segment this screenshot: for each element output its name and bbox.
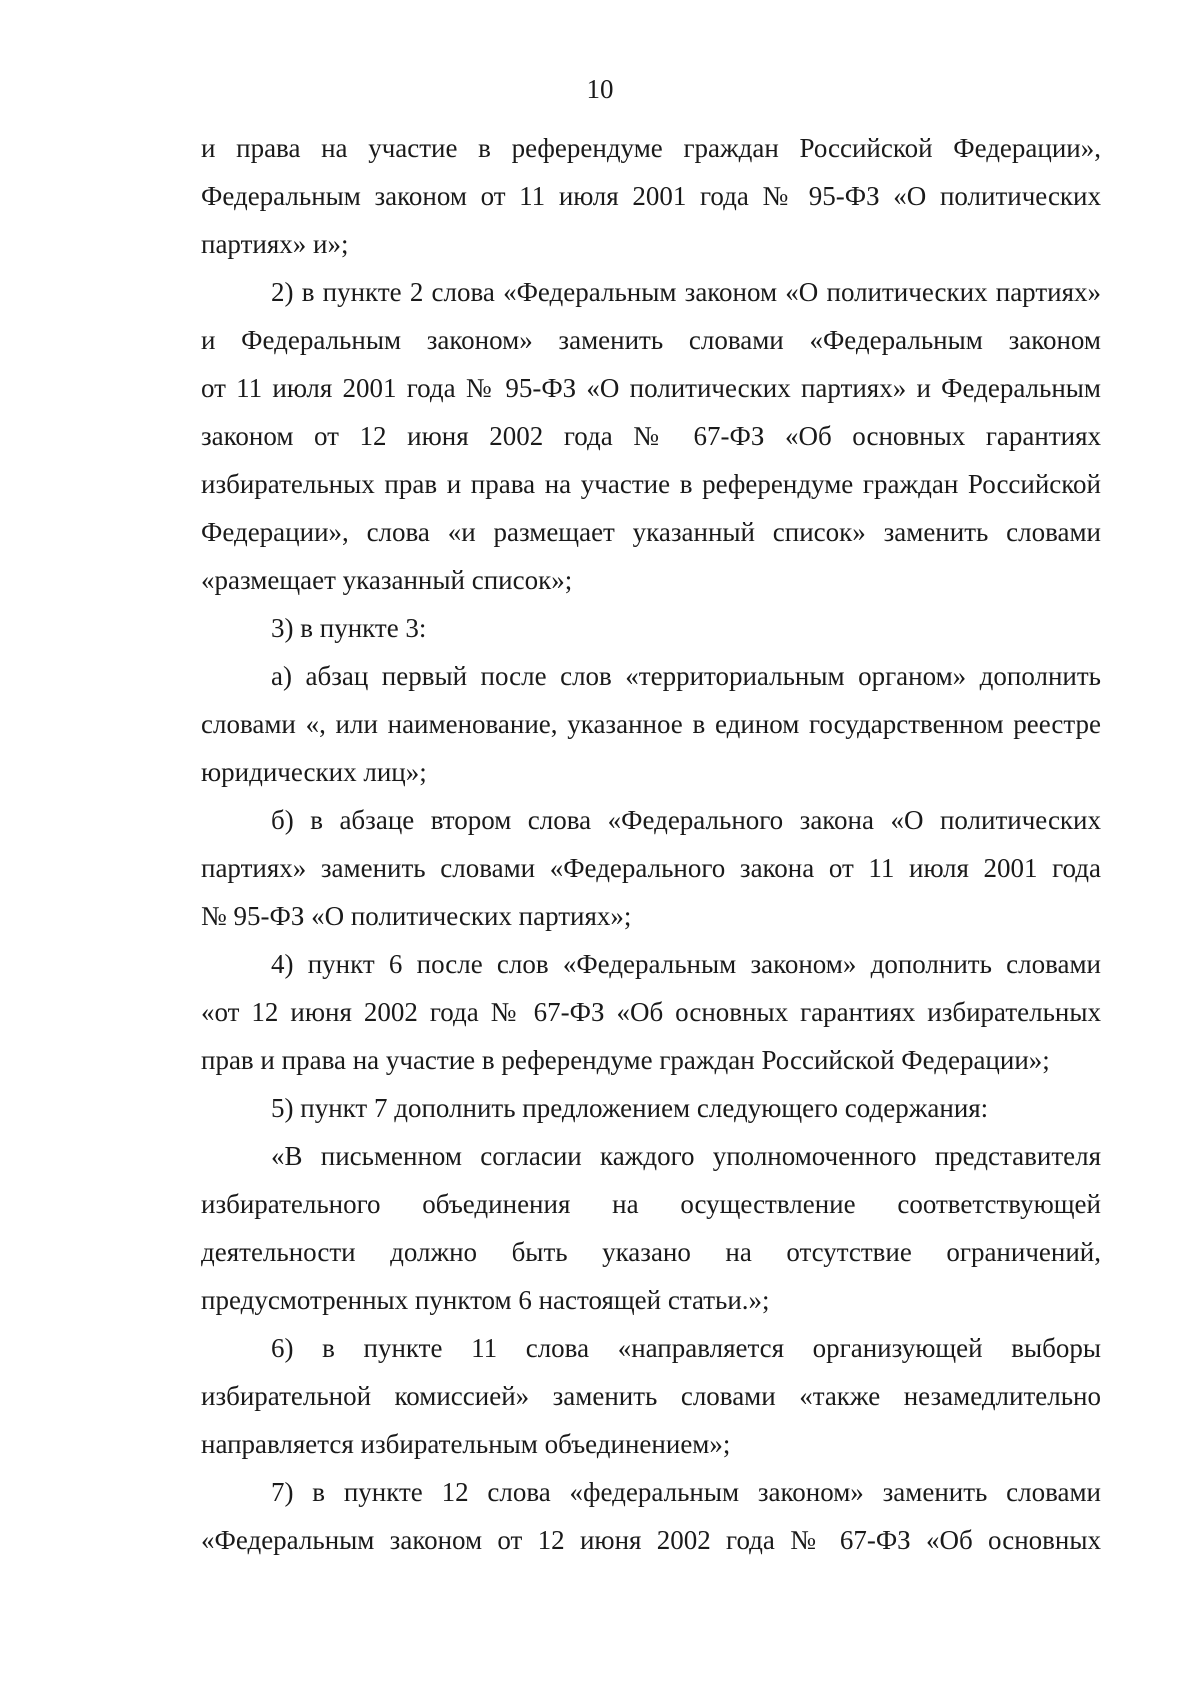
text-line: 5) пункт 7 дополнить предложением следующего содержания:	[271, 1093, 989, 1123]
text-line: предусмотренных пунктом 6 настоящей статьи.»;	[201, 1285, 770, 1315]
text-line: законом от 12 июня 2002 года № 67-ФЗ «Об основных гарантиях	[201, 421, 1101, 451]
text-line: избирательного объединения на осуществление соответствующей	[201, 1189, 1101, 1219]
text-line: 3) в пункте 3:	[271, 613, 427, 643]
page-number: 10	[586, 74, 614, 104]
text-line: словами «, или наименование, указанное в едином государственном реестре	[201, 709, 1101, 739]
text-line: Федеральным законом от 11 июля 2001 года № 95-ФЗ «О политических	[201, 181, 1101, 211]
text-line: № 95-ФЗ «О политических партиях»;	[201, 901, 632, 931]
text-line: и права на участие в референдуме граждан Российской Федерации»,	[201, 133, 1101, 163]
text-line: прав и права на участие в референдуме граждан Российской Федерации»;	[201, 1045, 1050, 1075]
text-line: «от 12 июня 2002 года № 67-ФЗ «Об основных гарантиях избирательных	[201, 997, 1101, 1027]
text-line: 4) пункт 6 после слов «Федеральным законом» дополнить словами	[271, 949, 1101, 979]
text-line: б) в абзаце втором слова «Федерального закона «О политических	[271, 805, 1101, 835]
text-line: партиях» заменить словами «Федерального закона от 11 июля 2001 года	[201, 853, 1101, 883]
text-line: юридических лиц»;	[201, 757, 427, 787]
text-line: от 11 июля 2001 года № 95-ФЗ «О политических партиях» и Федеральным	[201, 373, 1101, 403]
text-line: «размещает указанный список»;	[201, 565, 573, 595]
text-line: 2) в пункте 2 слова «Федеральным законом «О политических партиях»	[271, 277, 1101, 307]
text-line: избирательной комиссией» заменить словами «также незамедлительно	[201, 1381, 1101, 1411]
text-line: «Федеральным законом от 12 июня 2002 года № 67-ФЗ «Об основных	[201, 1525, 1101, 1555]
text-line: 6) в пункте 11 слова «направляется организующей выборы	[271, 1333, 1101, 1363]
text-line: деятельности должно быть указано на отсутствие ограничений,	[201, 1237, 1101, 1267]
document-body	[201, 124, 1101, 1564]
text-line: Федерации», слова «и размещает указанный список» заменить словами	[201, 517, 1101, 547]
text-line: избирательных прав и права на участие в референдуме граждан Российской	[201, 469, 1101, 499]
text-line: и Федеральным законом» заменить словами «Федеральным законом	[201, 325, 1101, 355]
text-line: «В письменном согласии каждого уполномоченного представителя	[271, 1141, 1101, 1171]
text-line: 7) в пункте 12 слова «федеральным законом» заменить словами	[271, 1477, 1101, 1507]
text-line: направляется избирательным объединением»;	[201, 1429, 731, 1459]
text-line: партиях» и»;	[201, 229, 349, 259]
text-line: а) абзац первый после слов «территориальным органом» дополнить	[271, 661, 1101, 691]
